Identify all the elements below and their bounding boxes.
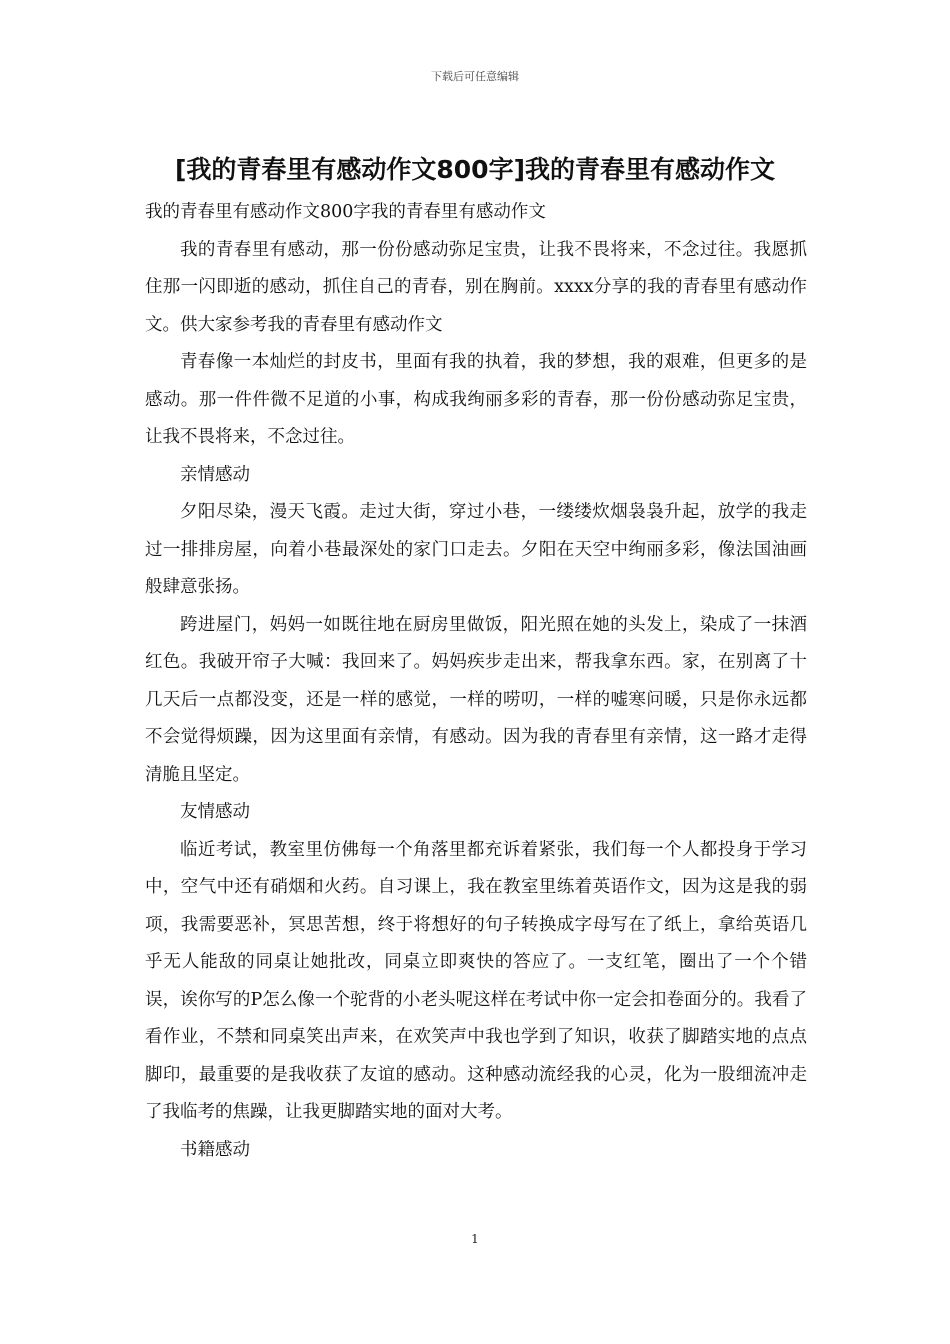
body-paragraph: 临近考试，教室里仿佛每一个角落里都充诉着紧张，我们每一个人都投身于学习中，空气中还有硝烟和火药。自习课上，我在教室里练着英语作文，因为这是我的弱项，我需要恶补，冥思苦想，终于将想好的句子转换成字母写在了纸上，拿给英语几乎无人能敌的同桌让她批改，同桌立即爽快的答应了。一支红笔，圈出了一个个错误，诶你写的P怎么像一个驼背的小老头呢这样在考试中你一定会扣卷面分的。我看了看作业，不禁和同桌笑出声来，在欢笑声中我也学到了知识，收获了脚踏实地的点点脚印，最重要的是我收获了友谊的感动。这种感动流经我的心灵，化为一股细流冲走了我临考的焦躁，让我更脚踏实地的面对大考。 [145,839,807,1122]
section-heading-friendship: 友情感动 [180,802,250,822]
page-number: 1 [471,1232,479,1246]
document-body [145,194,807,1169]
section-heading-books: 书籍感动 [180,1139,250,1160]
intro-paragraph: 我的青春里有感动，那一份份感动弥足宝贵，让我不畏将来，不念过往。我愿抓住那一闪即逝的感动，抓住自己的青春，别在胸前。xxxx分享的我的青春里有感动作文。供大家参考我的青春里有感动作文 [145,239,807,335]
section-heading-family: 亲情感动 [180,464,250,485]
header-note: 下载后可任意编辑 [431,70,519,83]
subtitle-paragraph: 我的青春里有感动作文800字我的青春里有感动作文 [145,202,546,222]
body-paragraph: 青春像一本灿烂的封皮书，里面有我的执着，我的梦想，我的艰难，但更多的是感动。那一件件微不足道的小事，构成我绚丽多彩的青春，那一份份感动弥足宝贵，让我不畏将来，不念过往。 [145,352,807,447]
body-paragraph: 夕阳尽染，漫天飞霞。走过大街，穿过小巷，一缕缕炊烟袅袅升起，放学的我走过一排排房屋，向着小巷最深处的家门口走去。夕阳在天空中绚丽多彩，像法国油画般肆意张扬。 [145,502,807,597]
page-title: [我的青春里有感动作文800字]我的青春里有感动作文 [174,155,776,184]
body-paragraph: 跨进屋门，妈妈一如既往地在厨房里做饭，阳光照在她的头发上，染成了一抹酒红色。我破开帘子大喊：我回来了。妈妈疾步走出来，帮我拿东西。家，在别离了十几天后一点都没变，还是一样的感觉，一样的唠叨，一样的嘘寒问暖，只是你永远都不会觉得烦躁，因为这里面有亲情，有感动。因为我的青春里有亲情，这一路才走得清脆且坚定。 [145,614,807,785]
